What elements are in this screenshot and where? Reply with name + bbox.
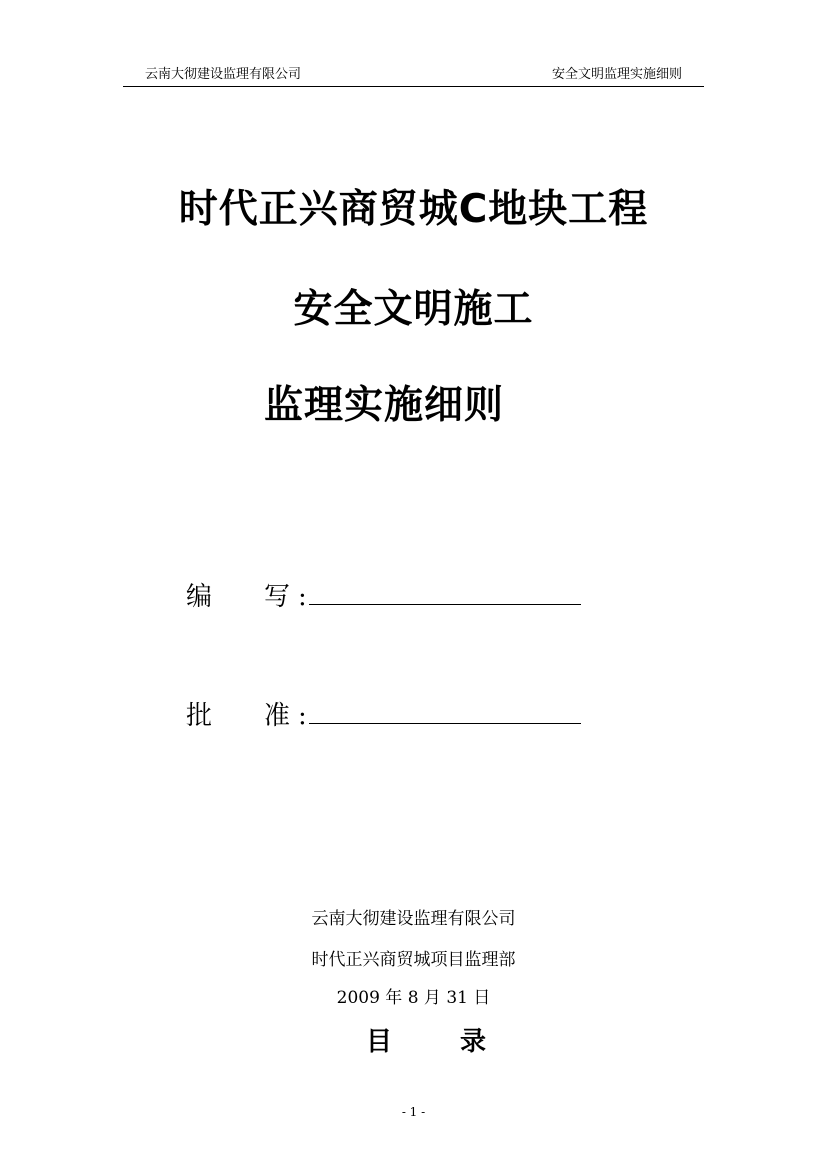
footer-department: 时代正兴商贸城项目监理部 — [311, 950, 516, 970]
writer-colon: : — [298, 582, 307, 612]
writer-label-char1: 编 — [186, 582, 213, 612]
header-company-name: 云南大彻建设监理有限公司 — [145, 67, 302, 82]
page-number: - 1 - — [401, 1105, 426, 1119]
approver-signature-row — [186, 697, 581, 733]
writer-signature-line — [309, 578, 581, 605]
page-header — [123, 64, 704, 87]
subject-title: 安全文明施工 — [293, 287, 534, 332]
approver-colon: : — [298, 701, 307, 731]
toc-char1: 目 — [366, 1027, 393, 1057]
approver-label-char2: 准 — [264, 701, 291, 731]
approver-signature-line — [309, 697, 581, 724]
table-of-contents-heading — [366, 1024, 486, 1060]
footer-date: 2009 年 8 月 31 日 — [336, 988, 491, 1008]
writer-label-char2: 写 — [264, 582, 291, 612]
approver-label-char1: 批 — [186, 701, 213, 731]
writer-signature-row — [186, 578, 581, 614]
header-document-title: 安全文明监理实施细则 — [551, 67, 682, 82]
project-title: 时代正兴商贸城C地块工程 — [178, 187, 649, 232]
footer-company: 云南大彻建设监理有限公司 — [311, 909, 516, 929]
toc-char2: 录 — [460, 1027, 487, 1057]
document-type-title: 监理实施细则 — [264, 383, 505, 428]
